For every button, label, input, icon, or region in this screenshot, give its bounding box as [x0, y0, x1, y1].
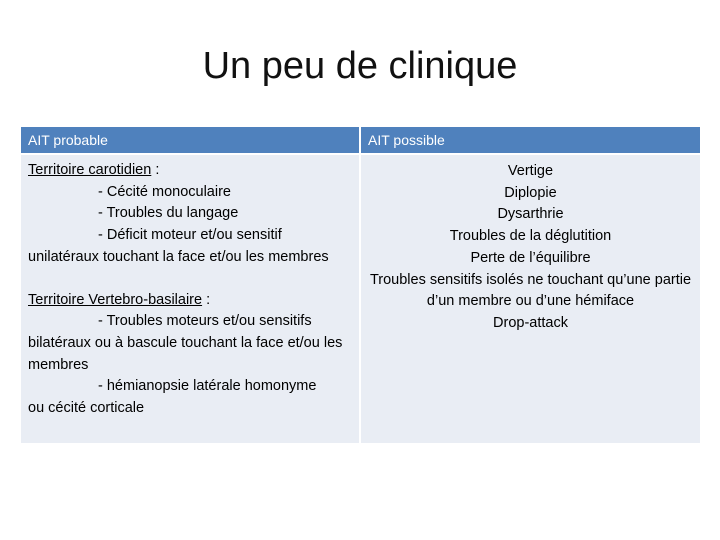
vertebrobasilar-symptom-1: - Troubles moteurs et/ou sensitifs — [98, 313, 312, 330]
possible-symptom-equilibre: Perte de l’équilibre — [470, 249, 591, 266]
possible-symptom-sensitifs: Troubles sensitifs isolés ne touchant qu’une partie d’un membre ou d’une hémiface — [369, 271, 692, 310]
possible-symptom-deglutition: Troubles de la déglutition — [449, 228, 612, 245]
vertebrobasilar-symptom-2: - hémianopsie latérale homonyme — [98, 378, 317, 395]
header-ait-probable: AIT probable — [21, 127, 359, 153]
possible-symptom-vertige: Vertige — [507, 163, 554, 179]
carotid-symptom-3-continuation: unilatéraux touchant la face et/ou les membres — [28, 248, 329, 265]
section-vertebrobasilar-heading — [28, 290, 353, 312]
header-ait-possible: AIT possible — [361, 127, 700, 153]
cell-ait-probable — [21, 155, 359, 443]
vertebrobasilar-symptom-1-continuation: bilatéraux ou à bascule touchant la face et/ou les membres — [28, 334, 343, 373]
section-carotid-heading — [28, 160, 353, 182]
section-spacer — [28, 269, 353, 290]
cell-ait-possible — [361, 155, 700, 443]
carotid-symptom-1: - Cécité monoculaire — [98, 183, 231, 200]
vertebrobasilar-colon: : — [202, 291, 211, 308]
comparison-table — [21, 127, 700, 443]
vertebrobasilar-symptom-2-continuation: ou cécité corticale — [28, 400, 145, 417]
possible-symptom-drop-attack: Drop-attack — [493, 314, 568, 331]
slide-title: Un peu de clinique — [202, 45, 518, 87]
carotid-territory-label: Territoire carotidien — [28, 162, 152, 178]
possible-symptom-diplopie: Diplopie — [504, 184, 557, 201]
carotid-symptom-2: - Troubles du langage — [98, 205, 239, 222]
possible-symptom-dysarthrie: Dysarthrie — [497, 206, 564, 223]
carotid-symptom-3: - Déficit moteur et/ou sensitif — [98, 227, 282, 244]
vertebrobasilar-territory-label: Territoire Vertebro-basilaire — [28, 291, 203, 308]
carotid-colon: : — [151, 162, 160, 178]
